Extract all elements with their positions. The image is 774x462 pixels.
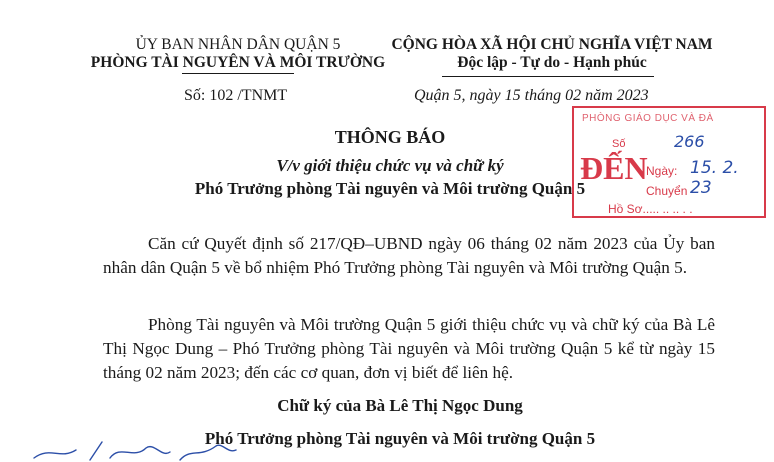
stamp-date-label: Ngày: — [646, 164, 678, 178]
document-body — [103, 232, 715, 280]
document-body-2 — [103, 313, 715, 385]
paragraph-legal-basis: Căn cứ Quyết định số 217/QĐ–UBND ngày 06 tháng 02 năm 2023 của Ủy ban nhân dân Quận 5 về bổ nhiệm Phó Trưởng phòng Tài nguyên và Môi trường Quận 5. — [103, 234, 715, 277]
document-number: Số: 102 /TNMT — [184, 87, 288, 104]
issuing-authority — [88, 36, 388, 72]
national-title — [378, 36, 726, 72]
subject-line-2: Phó Trưởng phòng Tài nguyên và Môi trường Quận 5 — [194, 179, 586, 198]
paragraph-introduction: Phòng Tài nguyên và Môi trường Quận 5 giới thiệu chức vụ và chữ ký của Bà Lê Thị Ngọc Dung – Phó Trưởng phòng Tài nguyên và Môi trường Quận 5 kể từ ngày 15 tháng 02 năm 2023; đến các cơ quan, đơn vị biết để liên hệ. — [103, 315, 715, 382]
subject-line-1: V/v giới thiệu chức vụ và chữ ký — [276, 156, 504, 175]
document-date: Quận 5, ngày 15 tháng 02 năm 2023 — [414, 87, 649, 104]
authority-line: ỦY BAN NHÂN DÂN QUẬN 5 — [135, 36, 341, 53]
motto-underline — [442, 76, 654, 77]
department-name: PHÒNG TÀI NGUYÊN VÀ MÔI TRƯỜNG — [90, 54, 386, 71]
national-name: CỘNG HÒA XÃ HỘI CHỦ NGHĨA VIỆT NAM — [391, 36, 713, 53]
stamp-agency: PHÒNG GIÁO DỤC VÀ ĐÀ — [582, 113, 714, 124]
signature-heading: Chữ ký của Bà Lê Thị Ngọc Dung — [277, 396, 523, 415]
handwritten-signature-icon — [30, 438, 240, 462]
stamp-file-label: Hồ Sơ..... .. .. . . — [608, 202, 693, 216]
national-motto: Độc lập - Tự do - Hạnh phúc — [457, 54, 647, 71]
received-stamp — [572, 106, 766, 218]
signature-position: Phó Trưởng phòng Tài nguyên và Môi trường Quận 5 — [204, 429, 596, 448]
stamp-forward-label: Chuyển — [646, 184, 688, 198]
stamp-den-label: ĐẾN — [580, 150, 648, 186]
stamp-date-value: 15. 2. 23 — [690, 158, 739, 198]
stamp-number-value: 266 — [674, 132, 705, 151]
stamp-number-label: Số — [612, 138, 626, 150]
department-underline — [182, 73, 294, 74]
page-title: THÔNG BÁO — [334, 127, 446, 147]
